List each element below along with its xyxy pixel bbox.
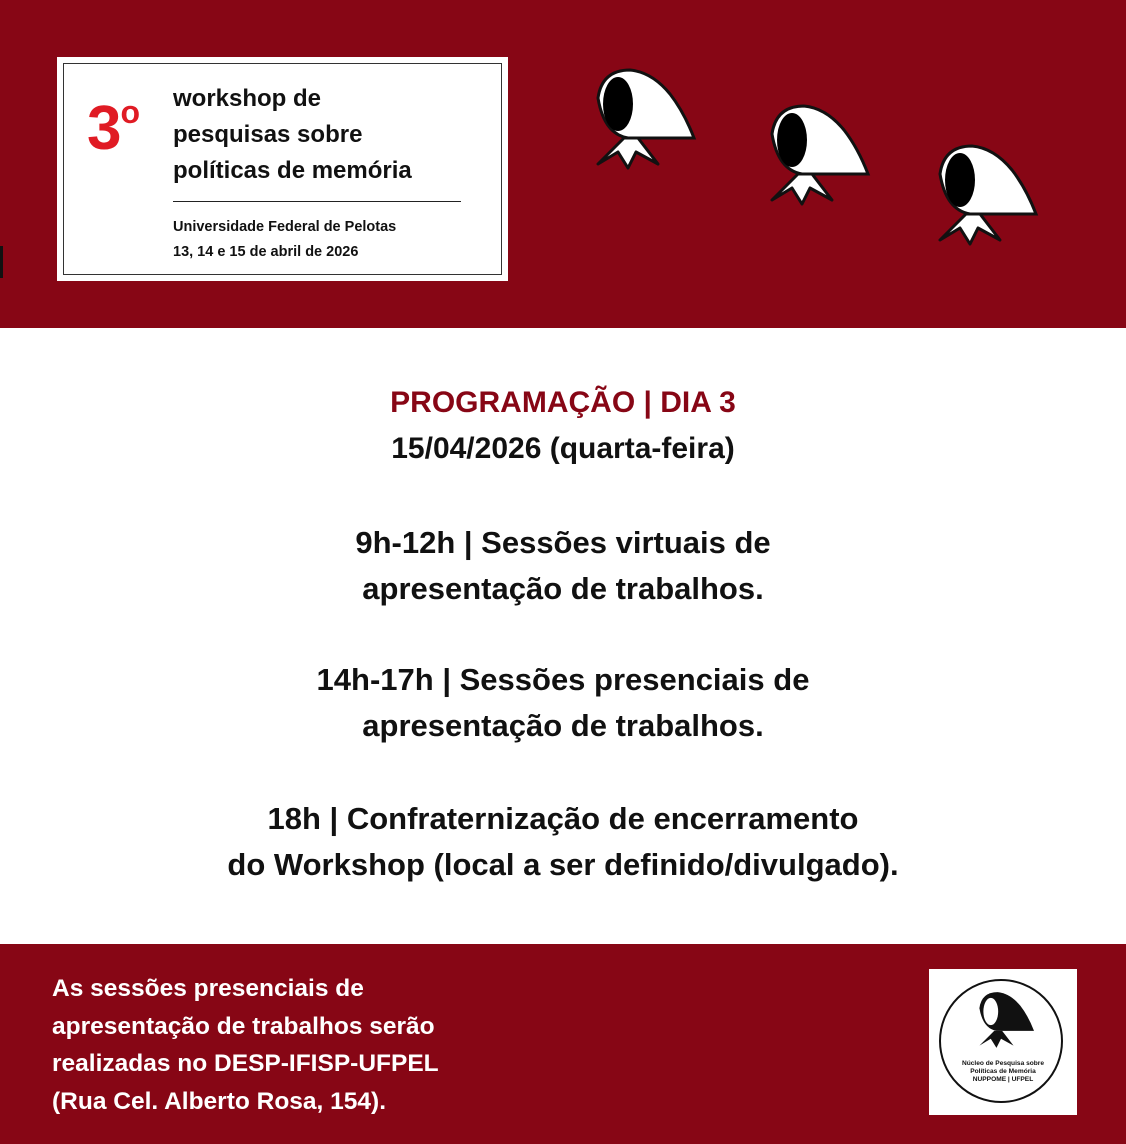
badge-text xyxy=(929,1060,1077,1084)
program-date: 15/04/2026 (quarta-feira) xyxy=(391,432,735,465)
divider xyxy=(173,201,461,202)
schedule-item xyxy=(0,657,1126,749)
title-line: políticas de memória xyxy=(173,157,412,184)
venue-line: apresentação de trabalhos serão xyxy=(52,1012,435,1040)
badge-line: Núcleo de Pesquisa sobre xyxy=(961,1060,1045,1067)
headscarf-icon xyxy=(930,144,1040,260)
schedule-line: apresentação de trabalhos. xyxy=(362,708,764,743)
ordinal-indicator: o xyxy=(120,94,140,131)
venue-line: As sessões presenciais de xyxy=(52,975,364,1002)
badge-line: Políticas de Memória xyxy=(970,1068,1036,1075)
venue-note xyxy=(52,970,439,1120)
title-line: pesquisas sobre xyxy=(173,121,363,148)
schedule-line: 14h-17h | Sessões presenciais de xyxy=(316,662,810,697)
schedule-item xyxy=(0,520,1126,612)
headscarf-icon xyxy=(762,104,872,220)
badge-line: NUPPOME | UFPEL xyxy=(972,1076,1034,1083)
edition-number xyxy=(87,93,139,164)
headscarf-icon xyxy=(588,68,698,184)
schedule-line: apresentação de trabalhos. xyxy=(362,571,764,606)
program-title: PROGRAMAÇÃO | DIA 3 xyxy=(390,386,736,419)
workshop-logo xyxy=(57,57,508,281)
edge-mark xyxy=(0,246,3,278)
schedule-line: 9h-12h | Sessões virtuais de xyxy=(355,525,771,560)
workshop-info xyxy=(173,215,396,265)
university-name: Universidade Federal de Pelotas xyxy=(173,219,397,235)
headscarf-icon xyxy=(973,991,1037,1057)
nuppome-logo xyxy=(929,969,1077,1115)
title-line: workshop de xyxy=(173,85,322,112)
workshop-title xyxy=(173,81,412,189)
schedule-line: 18h | Confraternização de encerramento xyxy=(267,801,859,836)
edition-digit: 3 xyxy=(87,94,121,163)
venue-line: realizadas no DESP-IFISP-UFPEL xyxy=(52,1050,439,1077)
schedule-item xyxy=(0,796,1126,888)
workshop-dates: 13, 14 e 15 de abril de 2026 xyxy=(173,244,359,260)
schedule-line: do Workshop (local a ser definido/divulgado). xyxy=(227,847,899,882)
venue-line: (Rua Cel. Alberto Rosa, 154). xyxy=(52,1087,387,1115)
